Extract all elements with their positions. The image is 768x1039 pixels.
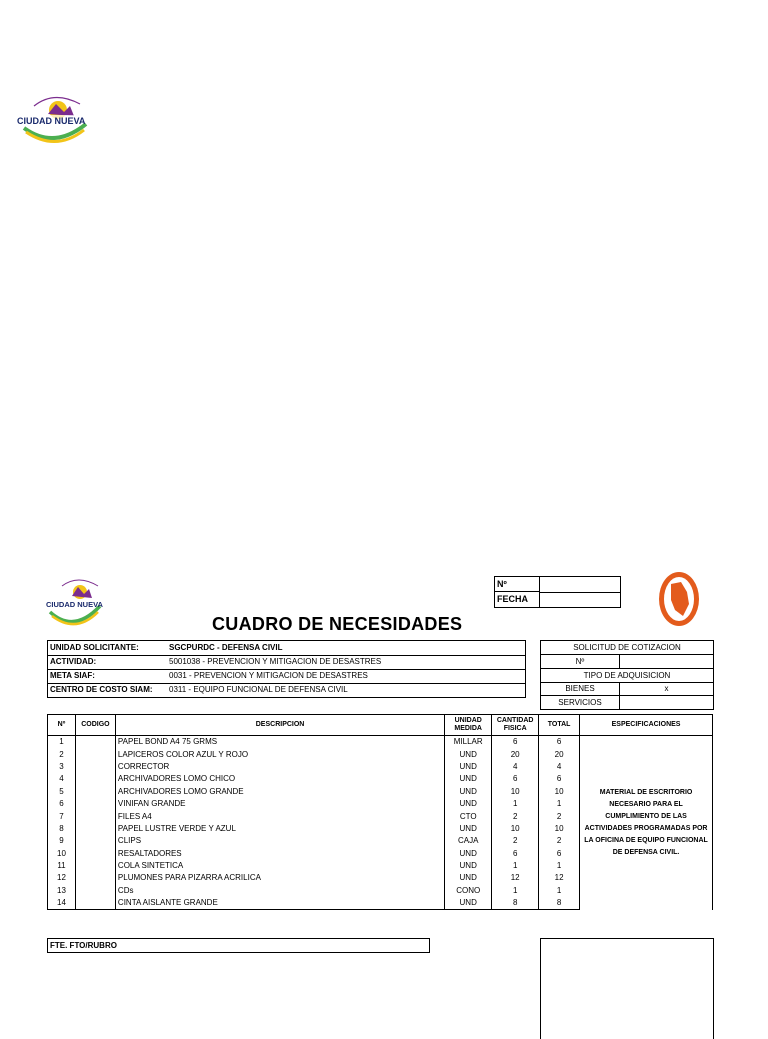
cell-num: 9 [48, 835, 76, 847]
quotation-panel [540, 640, 714, 710]
cell-total: 6 [539, 736, 580, 749]
cell-total: 6 [539, 773, 580, 785]
cell-codigo [75, 872, 115, 884]
cell-total: 1 [539, 798, 580, 810]
cell-cantidad: 6 [492, 848, 539, 860]
seal-icon [657, 570, 701, 628]
cell-cantidad: 2 [492, 835, 539, 847]
date-field[interactable] [540, 592, 620, 607]
cell-codigo [75, 761, 115, 773]
unidad-value: SGCPURDC - DEFENSA CIVIL [169, 643, 283, 652]
needs-table [47, 714, 713, 910]
cell-cantidad: 6 [492, 736, 539, 749]
bienes-row [541, 682, 713, 696]
cell-codigo [75, 885, 115, 897]
solicitud-heading: SOLICITUD DE COTIZACION [541, 641, 713, 655]
cell-descripcion: RESALTADORES [115, 848, 444, 860]
servicios-label: SERVICIOS [541, 696, 620, 709]
unidad-row [48, 642, 525, 656]
cell-descripcion: CLIPS [115, 835, 444, 847]
cell-cantidad: 12 [492, 872, 539, 884]
logo-wordmark-header: CIUDAD NUEVA [46, 600, 103, 609]
cell-descripcion: CINTA AISLANTE GRANDE [115, 897, 444, 910]
cell-cantidad: 1 [492, 798, 539, 810]
cell-unidad: UND [445, 761, 492, 773]
col-total-header: TOTAL [539, 715, 580, 736]
cell-num: 11 [48, 860, 76, 872]
cell-descripcion: COLA SINTETICA [115, 860, 444, 872]
cell-total: 4 [539, 761, 580, 773]
cell-num: 13 [48, 885, 76, 897]
cell-num: 10 [48, 848, 76, 860]
cell-codigo [75, 823, 115, 835]
table-header-row [48, 715, 713, 736]
cell-descripcion: ARCHIVADORES LOMO GRANDE [115, 786, 444, 798]
col-num-header: Nº [48, 715, 76, 736]
cell-total: 1 [539, 885, 580, 897]
cell-cantidad: 20 [492, 748, 539, 760]
cell-unidad: UND [445, 897, 492, 910]
cell-codigo [75, 835, 115, 847]
centro-label: CENTRO DE COSTO SIAM: [50, 685, 153, 694]
cell-codigo [75, 897, 115, 910]
date-label: FECHA [495, 592, 540, 607]
cell-cantidad: 10 [492, 823, 539, 835]
col-codigo-header: CODIGO [75, 715, 115, 736]
centro-row [48, 684, 525, 697]
meta-label: META SIAF: [50, 671, 95, 680]
cell-descripcion: ARCHIVADORES LOMO CHICO [115, 773, 444, 785]
cell-cantidad: 10 [492, 786, 539, 798]
cell-num: 3 [48, 761, 76, 773]
cell-descripcion: CORRECTOR [115, 761, 444, 773]
col-cantidad-header: CANTIDAD FISICA [492, 715, 539, 736]
cell-descripcion: LAPICEROS COLOR AZUL Y ROJO [115, 748, 444, 760]
page-title: CUADRO DE NECESIDADES [212, 614, 463, 634]
meta-row [48, 670, 525, 684]
cell-total: 2 [539, 810, 580, 822]
cell-descripcion: FILES A4 [115, 810, 444, 822]
cell-num: 4 [48, 773, 76, 785]
cell-total: 10 [539, 786, 580, 798]
cell-codigo [75, 748, 115, 760]
cell-descripcion: PAPEL LUSTRE VERDE Y AZUL [115, 823, 444, 835]
funding-source-label: FTE. FTO/RUBRO [50, 941, 117, 950]
cell-unidad: CTO [445, 810, 492, 822]
number-label: Nº [495, 577, 540, 592]
cell-unidad: UND [445, 786, 492, 798]
cell-total: 1 [539, 860, 580, 872]
bienes-mark[interactable]: x [664, 684, 669, 693]
cell-unidad: CAJA [445, 835, 492, 847]
bienes-label: BIENES [541, 682, 620, 695]
defensa-civil-seal [657, 570, 701, 628]
cell-codigo [75, 736, 115, 749]
cell-descripcion: PLUMONES PARA PIZARRA ACRILICA [115, 872, 444, 884]
cell-codigo [75, 848, 115, 860]
cell-num: 12 [48, 872, 76, 884]
table-body [48, 736, 713, 910]
cell-total: 12 [539, 872, 580, 884]
cell-cantidad: 8 [492, 897, 539, 910]
cell-cantidad: 2 [492, 810, 539, 822]
cell-num: 6 [48, 798, 76, 810]
cell-num: 2 [48, 748, 76, 760]
col-descripcion-header: DESCRIPCION [115, 715, 444, 736]
cell-total: 6 [539, 848, 580, 860]
cell-descripcion: VINIFAN GRANDE [115, 798, 444, 810]
cell-unidad: UND [445, 773, 492, 785]
col-unidad-header: UNIDAD MEDIDA [445, 715, 492, 736]
cell-codigo [75, 860, 115, 872]
cell-num: 8 [48, 823, 76, 835]
cell-descripcion: PAPEL BOND A4 75 GRMS [115, 736, 444, 749]
cell-codigo [75, 810, 115, 822]
cell-total: 2 [539, 835, 580, 847]
cell-unidad: UND [445, 748, 492, 760]
cell-unidad: UND [445, 848, 492, 860]
document-number-box [494, 576, 621, 608]
cell-cantidad: 6 [492, 773, 539, 785]
specification-cell: MATERIAL DE ESCRITORIO NECESARIO PARA EL CUMPLIMIENTO DE LAS ACTIVIDADES PROGRAMADAS POR LA OFICINA DE EQUIPO FUNCIONAL DE DEFENSA CIVIL. [580, 736, 713, 910]
meta-value: 0031 - PREVENCION Y MITIGACION DE DESASTRES [169, 671, 368, 680]
centro-value: 0311 - EQUIPO FUNCIONAL DE DEFENSA CIVIL [169, 685, 348, 694]
unidad-label: UNIDAD SOLICITANTE: [50, 643, 139, 652]
solicitud-number-row [541, 655, 713, 669]
request-info-box [47, 640, 526, 698]
actividad-label: ACTIVIDAD: [50, 657, 97, 666]
cell-cantidad: 1 [492, 860, 539, 872]
cell-codigo [75, 786, 115, 798]
cell-num: 5 [48, 786, 76, 798]
cell-unidad: UND [445, 860, 492, 872]
cell-num: 7 [48, 810, 76, 822]
cell-num: 1 [48, 736, 76, 749]
cell-total: 10 [539, 823, 580, 835]
municipal-logo-top [14, 88, 92, 148]
tipo-heading: TIPO DE ADQUISICION [541, 669, 713, 683]
cell-total: 8 [539, 897, 580, 910]
table-row [48, 736, 713, 749]
logo-wordmark-top: CIUDAD NUEVA [17, 116, 86, 126]
actividad-row [48, 656, 525, 670]
cell-unidad: UND [445, 798, 492, 810]
cell-cantidad: 4 [492, 761, 539, 773]
number-field[interactable] [540, 577, 620, 593]
cell-num: 14 [48, 897, 76, 910]
cell-unidad: CONO [445, 885, 492, 897]
cell-unidad: UND [445, 872, 492, 884]
ciudad-nueva-logo-icon [14, 88, 92, 148]
cell-unidad: MILLAR [445, 736, 492, 749]
actividad-value: 5001038 - PREVENCION Y MITIGACION DE DESASTRES [169, 657, 382, 666]
funding-source-box [47, 938, 430, 953]
ciudad-nueva-logo-icon [44, 574, 106, 630]
servicios-row [541, 696, 713, 709]
solicitud-number-label: Nº [541, 655, 620, 668]
cell-descripcion: CDs [115, 885, 444, 897]
municipal-logo-header [44, 574, 106, 630]
cell-codigo [75, 798, 115, 810]
cell-total: 20 [539, 748, 580, 760]
cell-cantidad: 1 [492, 885, 539, 897]
cell-codigo [75, 773, 115, 785]
cell-unidad: UND [445, 823, 492, 835]
col-especificaciones-header: ESPECIFICACIONES [580, 715, 713, 736]
